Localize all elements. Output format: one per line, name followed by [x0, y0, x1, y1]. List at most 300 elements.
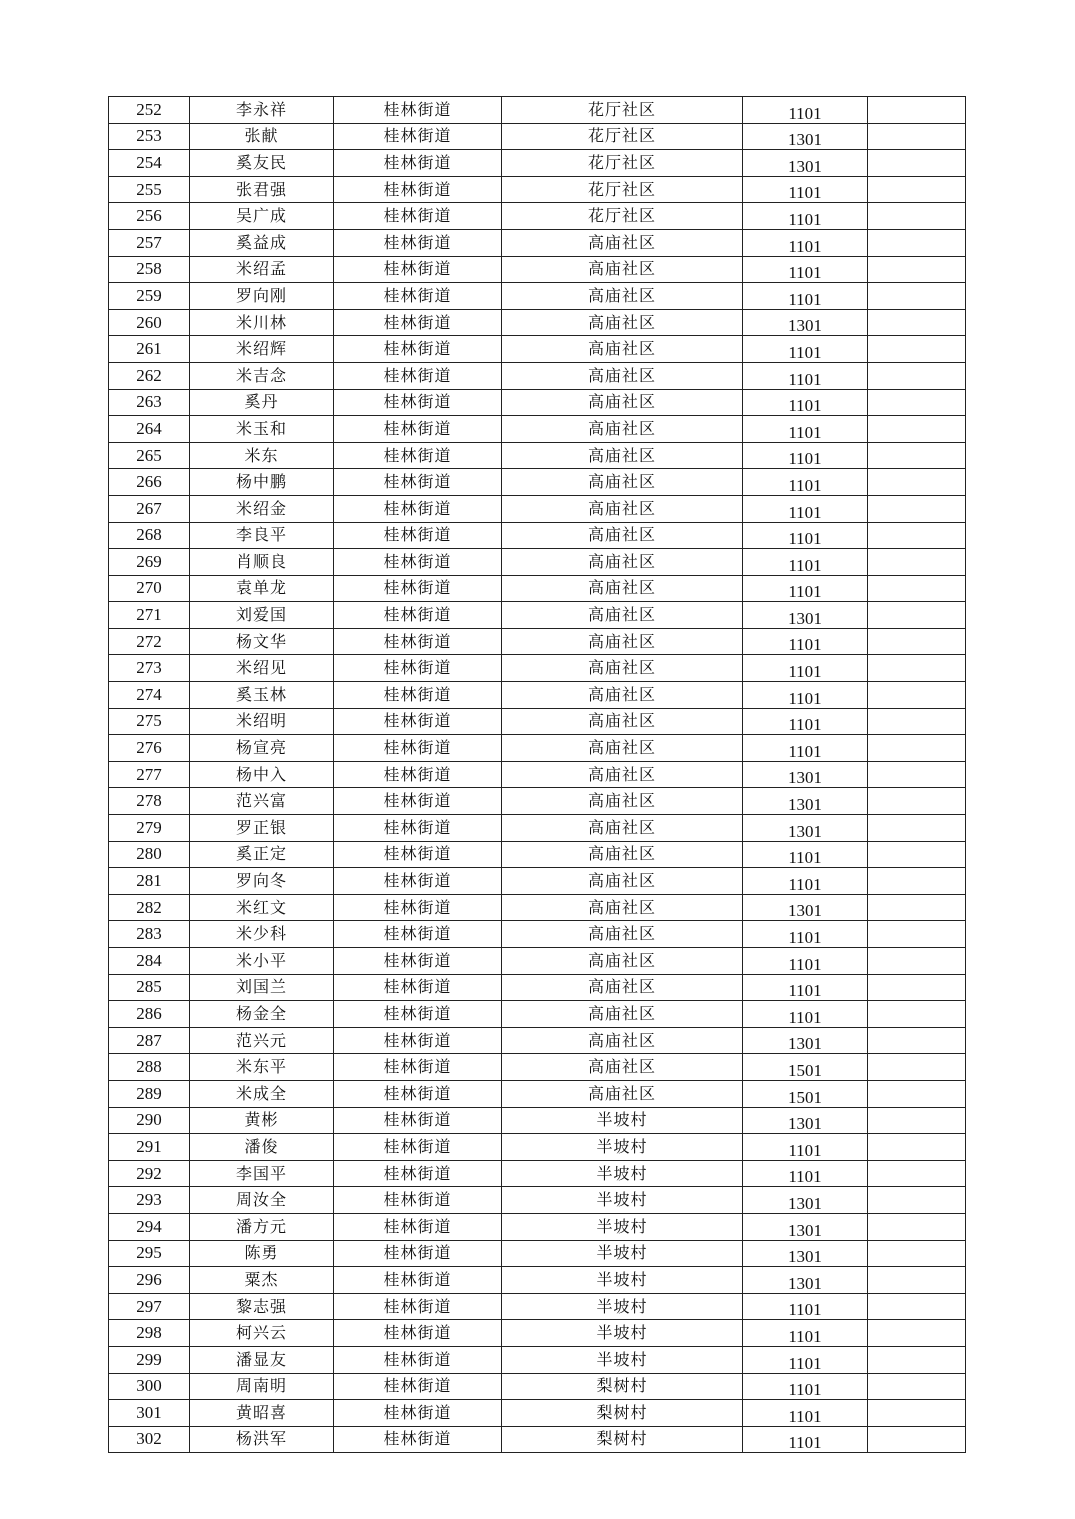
- row-number-cell: 283: [109, 921, 190, 948]
- street-cell: 桂林街道: [334, 442, 502, 469]
- remark-cell: [868, 708, 966, 735]
- row-number-cell: 268: [109, 522, 190, 549]
- person-name-cell: 米绍辉: [190, 336, 334, 363]
- remark-cell: [868, 1426, 966, 1453]
- person-name-cell: 张君强: [190, 176, 334, 203]
- street-cell: 桂林街道: [334, 283, 502, 310]
- remark-cell: [868, 97, 966, 124]
- code-cell: 1101: [743, 442, 868, 469]
- community-cell: 半坡村: [502, 1293, 743, 1320]
- remark-cell: [868, 628, 966, 655]
- person-name-cell: 米绍见: [190, 655, 334, 682]
- street-cell: 桂林街道: [334, 948, 502, 975]
- street-cell: 桂林街道: [334, 708, 502, 735]
- code-cell: 1101: [743, 522, 868, 549]
- code-cell: 1101: [743, 921, 868, 948]
- table-row: [109, 1080, 966, 1107]
- person-name-cell: 米红文: [190, 894, 334, 921]
- street-cell: 桂林街道: [334, 841, 502, 868]
- person-name-cell: 杨中入: [190, 761, 334, 788]
- code-cell: 1101: [743, 948, 868, 975]
- code-cell: 1301: [743, 761, 868, 788]
- row-number-cell: 295: [109, 1240, 190, 1267]
- row-number-cell: 301: [109, 1400, 190, 1427]
- person-name-cell: 奚丹: [190, 389, 334, 416]
- person-name-cell: 刘爱国: [190, 602, 334, 629]
- street-cell: 桂林街道: [334, 1080, 502, 1107]
- remark-cell: [868, 788, 966, 815]
- community-cell: 半坡村: [502, 1160, 743, 1187]
- code-cell: 1301: [743, 1027, 868, 1054]
- code-cell: 1501: [743, 1054, 868, 1081]
- remark-cell: [868, 283, 966, 310]
- table-row: [109, 1373, 966, 1400]
- table-row: [109, 176, 966, 203]
- remark-cell: [868, 1267, 966, 1294]
- remark-cell: [868, 1001, 966, 1028]
- street-cell: 桂林街道: [334, 1293, 502, 1320]
- community-cell: 高庙社区: [502, 469, 743, 496]
- table-row: [109, 1054, 966, 1081]
- community-cell: 高庙社区: [502, 948, 743, 975]
- street-cell: 桂林街道: [334, 1267, 502, 1294]
- table-row: [109, 682, 966, 709]
- remark-cell: [868, 575, 966, 602]
- community-cell: 高庙社区: [502, 256, 743, 283]
- table-row: [109, 549, 966, 576]
- street-cell: 桂林街道: [334, 123, 502, 150]
- street-cell: 桂林街道: [334, 974, 502, 1001]
- person-name-cell: 米少科: [190, 921, 334, 948]
- row-number-cell: 266: [109, 469, 190, 496]
- table-row: [109, 1346, 966, 1373]
- code-cell: 1101: [743, 1293, 868, 1320]
- person-name-cell: 粟杰: [190, 1267, 334, 1294]
- person-name-cell: 米东平: [190, 1054, 334, 1081]
- street-cell: 桂林街道: [334, 1054, 502, 1081]
- remark-cell: [868, 203, 966, 230]
- community-cell: 高庙社区: [502, 416, 743, 443]
- remark-cell: [868, 682, 966, 709]
- code-cell: 1301: [743, 815, 868, 842]
- table-row: [109, 815, 966, 842]
- table-row: [109, 894, 966, 921]
- street-cell: 桂林街道: [334, 682, 502, 709]
- row-number-cell: 284: [109, 948, 190, 975]
- street-cell: 桂林街道: [334, 868, 502, 895]
- community-cell: 高庙社区: [502, 522, 743, 549]
- remark-cell: [868, 735, 966, 762]
- street-cell: 桂林街道: [334, 1213, 502, 1240]
- street-cell: 桂林街道: [334, 150, 502, 177]
- row-number-cell: 258: [109, 256, 190, 283]
- row-number-cell: 252: [109, 97, 190, 124]
- community-cell: 半坡村: [502, 1240, 743, 1267]
- remark-cell: [868, 150, 966, 177]
- remark-cell: [868, 1346, 966, 1373]
- code-cell: 1101: [743, 362, 868, 389]
- person-name-cell: 范兴富: [190, 788, 334, 815]
- table-row: [109, 123, 966, 150]
- row-number-cell: 279: [109, 815, 190, 842]
- table-row: [109, 522, 966, 549]
- street-cell: 桂林街道: [334, 256, 502, 283]
- row-number-cell: 253: [109, 123, 190, 150]
- code-cell: 1101: [743, 575, 868, 602]
- person-name-cell: 李永祥: [190, 97, 334, 124]
- code-cell: 1101: [743, 389, 868, 416]
- table-row: [109, 389, 966, 416]
- person-name-cell: 罗向冬: [190, 868, 334, 895]
- person-name-cell: 米绍孟: [190, 256, 334, 283]
- remark-cell: [868, 1400, 966, 1427]
- code-cell: 1301: [743, 1213, 868, 1240]
- row-number-cell: 256: [109, 203, 190, 230]
- code-cell: 1101: [743, 203, 868, 230]
- code-cell: 1101: [743, 655, 868, 682]
- roster-table-body: [109, 97, 966, 1453]
- community-cell: 高庙社区: [502, 575, 743, 602]
- table-row: [109, 1426, 966, 1453]
- community-cell: 高庙社区: [502, 283, 743, 310]
- street-cell: 桂林街道: [334, 309, 502, 336]
- remark-cell: [868, 522, 966, 549]
- remark-cell: [868, 1320, 966, 1347]
- person-name-cell: 范兴元: [190, 1027, 334, 1054]
- code-cell: 1101: [743, 1160, 868, 1187]
- code-cell: 1101: [743, 1001, 868, 1028]
- person-name-cell: 潘俊: [190, 1134, 334, 1161]
- code-cell: 1101: [743, 682, 868, 709]
- community-cell: 高庙社区: [502, 788, 743, 815]
- person-name-cell: 陈勇: [190, 1240, 334, 1267]
- table-row: [109, 1267, 966, 1294]
- table-row: [109, 1213, 966, 1240]
- community-cell: 花厅社区: [502, 150, 743, 177]
- code-cell: 1101: [743, 97, 868, 124]
- table-row: [109, 256, 966, 283]
- street-cell: 桂林街道: [334, 655, 502, 682]
- row-number-cell: 291: [109, 1134, 190, 1161]
- row-number-cell: 274: [109, 682, 190, 709]
- roster-table: [108, 96, 966, 1453]
- street-cell: 桂林街道: [334, 229, 502, 256]
- street-cell: 桂林街道: [334, 203, 502, 230]
- row-number-cell: 260: [109, 309, 190, 336]
- table-row: [109, 788, 966, 815]
- community-cell: 梨树村: [502, 1400, 743, 1427]
- table-row: [109, 229, 966, 256]
- table-row: [109, 628, 966, 655]
- row-number-cell: 270: [109, 575, 190, 602]
- table-row: [109, 602, 966, 629]
- street-cell: 桂林街道: [334, 894, 502, 921]
- community-cell: 高庙社区: [502, 362, 743, 389]
- community-cell: 高庙社区: [502, 389, 743, 416]
- street-cell: 桂林街道: [334, 735, 502, 762]
- row-number-cell: 285: [109, 974, 190, 1001]
- row-number-cell: 288: [109, 1054, 190, 1081]
- code-cell: 1101: [743, 974, 868, 1001]
- remark-cell: [868, 123, 966, 150]
- row-number-cell: 269: [109, 549, 190, 576]
- remark-cell: [868, 389, 966, 416]
- table-row: [109, 416, 966, 443]
- table-row: [109, 735, 966, 762]
- street-cell: 桂林街道: [334, 1400, 502, 1427]
- person-name-cell: 周南明: [190, 1373, 334, 1400]
- table-row: [109, 1400, 966, 1427]
- code-cell: 1101: [743, 1134, 868, 1161]
- code-cell: 1301: [743, 1240, 868, 1267]
- row-number-cell: 282: [109, 894, 190, 921]
- street-cell: 桂林街道: [334, 1001, 502, 1028]
- table-row: [109, 203, 966, 230]
- street-cell: 桂林街道: [334, 389, 502, 416]
- row-number-cell: 265: [109, 442, 190, 469]
- row-number-cell: 297: [109, 1293, 190, 1320]
- row-number-cell: 287: [109, 1027, 190, 1054]
- street-cell: 桂林街道: [334, 788, 502, 815]
- code-cell: 1101: [743, 229, 868, 256]
- street-cell: 桂林街道: [334, 1346, 502, 1373]
- street-cell: 桂林街道: [334, 1320, 502, 1347]
- table-row: [109, 1320, 966, 1347]
- street-cell: 桂林街道: [334, 575, 502, 602]
- remark-cell: [868, 948, 966, 975]
- street-cell: 桂林街道: [334, 921, 502, 948]
- table-row: [109, 1293, 966, 1320]
- code-cell: 1101: [743, 256, 868, 283]
- table-row: [109, 868, 966, 895]
- person-name-cell: 米绍金: [190, 495, 334, 522]
- person-name-cell: 柯兴云: [190, 1320, 334, 1347]
- remark-cell: [868, 336, 966, 363]
- remark-cell: [868, 815, 966, 842]
- person-name-cell: 杨金全: [190, 1001, 334, 1028]
- community-cell: 高庙社区: [502, 229, 743, 256]
- remark-cell: [868, 894, 966, 921]
- row-number-cell: 294: [109, 1213, 190, 1240]
- street-cell: 桂林街道: [334, 1107, 502, 1134]
- remark-cell: [868, 974, 966, 1001]
- code-cell: 1301: [743, 1187, 868, 1214]
- remark-cell: [868, 495, 966, 522]
- community-cell: 高庙社区: [502, 841, 743, 868]
- code-cell: 1301: [743, 788, 868, 815]
- remark-cell: [868, 176, 966, 203]
- community-cell: 高庙社区: [502, 921, 743, 948]
- row-number-cell: 296: [109, 1267, 190, 1294]
- community-cell: 高庙社区: [502, 602, 743, 629]
- row-number-cell: 289: [109, 1080, 190, 1107]
- remark-cell: [868, 229, 966, 256]
- community-cell: 花厅社区: [502, 203, 743, 230]
- table-row: [109, 974, 966, 1001]
- row-number-cell: 292: [109, 1160, 190, 1187]
- remark-cell: [868, 1293, 966, 1320]
- code-cell: 1101: [743, 1426, 868, 1453]
- row-number-cell: 278: [109, 788, 190, 815]
- community-cell: 高庙社区: [502, 1080, 743, 1107]
- table-row: [109, 761, 966, 788]
- person-name-cell: 刘国兰: [190, 974, 334, 1001]
- remark-cell: [868, 256, 966, 283]
- community-cell: 花厅社区: [502, 176, 743, 203]
- community-cell: 高庙社区: [502, 868, 743, 895]
- code-cell: 1101: [743, 549, 868, 576]
- row-number-cell: 299: [109, 1346, 190, 1373]
- street-cell: 桂林街道: [334, 761, 502, 788]
- row-number-cell: 255: [109, 176, 190, 203]
- row-number-cell: 298: [109, 1320, 190, 1347]
- row-number-cell: 302: [109, 1426, 190, 1453]
- person-name-cell: 潘方元: [190, 1213, 334, 1240]
- table-row: [109, 150, 966, 177]
- community-cell: 高庙社区: [502, 974, 743, 1001]
- remark-cell: [868, 1080, 966, 1107]
- table-row: [109, 1107, 966, 1134]
- community-cell: 高庙社区: [502, 336, 743, 363]
- row-number-cell: 300: [109, 1373, 190, 1400]
- row-number-cell: 271: [109, 602, 190, 629]
- community-cell: 半坡村: [502, 1187, 743, 1214]
- community-cell: 半坡村: [502, 1107, 743, 1134]
- code-cell: 1101: [743, 283, 868, 310]
- person-name-cell: 袁单龙: [190, 575, 334, 602]
- street-cell: 桂林街道: [334, 549, 502, 576]
- code-cell: 1101: [743, 628, 868, 655]
- code-cell: 1101: [743, 1373, 868, 1400]
- code-cell: 1301: [743, 309, 868, 336]
- remark-cell: [868, 416, 966, 443]
- community-cell: 高庙社区: [502, 655, 743, 682]
- person-name-cell: 肖顺良: [190, 549, 334, 576]
- remark-cell: [868, 602, 966, 629]
- person-name-cell: 杨洪军: [190, 1426, 334, 1453]
- person-name-cell: 吴广成: [190, 203, 334, 230]
- street-cell: 桂林街道: [334, 1160, 502, 1187]
- table-row: [109, 283, 966, 310]
- code-cell: 1301: [743, 1107, 868, 1134]
- person-name-cell: 米玉和: [190, 416, 334, 443]
- table-row: [109, 948, 966, 975]
- table-row: [109, 1027, 966, 1054]
- code-cell: 1101: [743, 336, 868, 363]
- community-cell: 梨树村: [502, 1426, 743, 1453]
- street-cell: 桂林街道: [334, 97, 502, 124]
- code-cell: 1101: [743, 176, 868, 203]
- table-row: [109, 1134, 966, 1161]
- code-cell: 1101: [743, 1346, 868, 1373]
- row-number-cell: 286: [109, 1001, 190, 1028]
- row-number-cell: 259: [109, 283, 190, 310]
- code-cell: 1501: [743, 1080, 868, 1107]
- street-cell: 桂林街道: [334, 602, 502, 629]
- street-cell: 桂林街道: [334, 522, 502, 549]
- row-number-cell: 254: [109, 150, 190, 177]
- table-row: [109, 362, 966, 389]
- street-cell: 桂林街道: [334, 628, 502, 655]
- row-number-cell: 261: [109, 336, 190, 363]
- community-cell: 半坡村: [502, 1134, 743, 1161]
- table-row: [109, 442, 966, 469]
- table-row: [109, 97, 966, 124]
- community-cell: 高庙社区: [502, 442, 743, 469]
- code-cell: 1101: [743, 868, 868, 895]
- person-name-cell: 米川林: [190, 309, 334, 336]
- row-number-cell: 275: [109, 708, 190, 735]
- person-name-cell: 张献: [190, 123, 334, 150]
- code-cell: 1301: [743, 602, 868, 629]
- table-row: [109, 309, 966, 336]
- table-row: [109, 1160, 966, 1187]
- community-cell: 高庙社区: [502, 1054, 743, 1081]
- code-cell: 1101: [743, 416, 868, 443]
- person-name-cell: 米成全: [190, 1080, 334, 1107]
- remark-cell: [868, 1240, 966, 1267]
- remark-cell: [868, 309, 966, 336]
- street-cell: 桂林街道: [334, 176, 502, 203]
- community-cell: 高庙社区: [502, 682, 743, 709]
- street-cell: 桂林街道: [334, 495, 502, 522]
- code-cell: 1101: [743, 735, 868, 762]
- street-cell: 桂林街道: [334, 1187, 502, 1214]
- community-cell: 高庙社区: [502, 495, 743, 522]
- remark-cell: [868, 1134, 966, 1161]
- remark-cell: [868, 1187, 966, 1214]
- person-name-cell: 罗正银: [190, 815, 334, 842]
- row-number-cell: 290: [109, 1107, 190, 1134]
- row-number-cell: 262: [109, 362, 190, 389]
- table-row: [109, 1001, 966, 1028]
- person-name-cell: 米小平: [190, 948, 334, 975]
- community-cell: 花厅社区: [502, 123, 743, 150]
- remark-cell: [868, 655, 966, 682]
- remark-cell: [868, 1107, 966, 1134]
- remark-cell: [868, 1054, 966, 1081]
- person-name-cell: 黄昭喜: [190, 1400, 334, 1427]
- person-name-cell: 杨宣亮: [190, 735, 334, 762]
- table-row: [109, 469, 966, 496]
- community-cell: 高庙社区: [502, 815, 743, 842]
- table-row: [109, 575, 966, 602]
- table-row: [109, 655, 966, 682]
- table-row: [109, 1240, 966, 1267]
- street-cell: 桂林街道: [334, 1373, 502, 1400]
- row-number-cell: 263: [109, 389, 190, 416]
- table-row: [109, 1187, 966, 1214]
- row-number-cell: 264: [109, 416, 190, 443]
- person-name-cell: 米吉念: [190, 362, 334, 389]
- remark-cell: [868, 1213, 966, 1240]
- remark-cell: [868, 549, 966, 576]
- row-number-cell: 281: [109, 868, 190, 895]
- remark-cell: [868, 362, 966, 389]
- person-name-cell: 周汝全: [190, 1187, 334, 1214]
- remark-cell: [868, 1373, 966, 1400]
- row-number-cell: 272: [109, 628, 190, 655]
- code-cell: 1101: [743, 1400, 868, 1427]
- community-cell: 花厅社区: [502, 97, 743, 124]
- community-cell: 高庙社区: [502, 628, 743, 655]
- row-number-cell: 273: [109, 655, 190, 682]
- code-cell: 1101: [743, 841, 868, 868]
- row-number-cell: 257: [109, 229, 190, 256]
- person-name-cell: 奚玉林: [190, 682, 334, 709]
- remark-cell: [868, 1160, 966, 1187]
- code-cell: 1301: [743, 894, 868, 921]
